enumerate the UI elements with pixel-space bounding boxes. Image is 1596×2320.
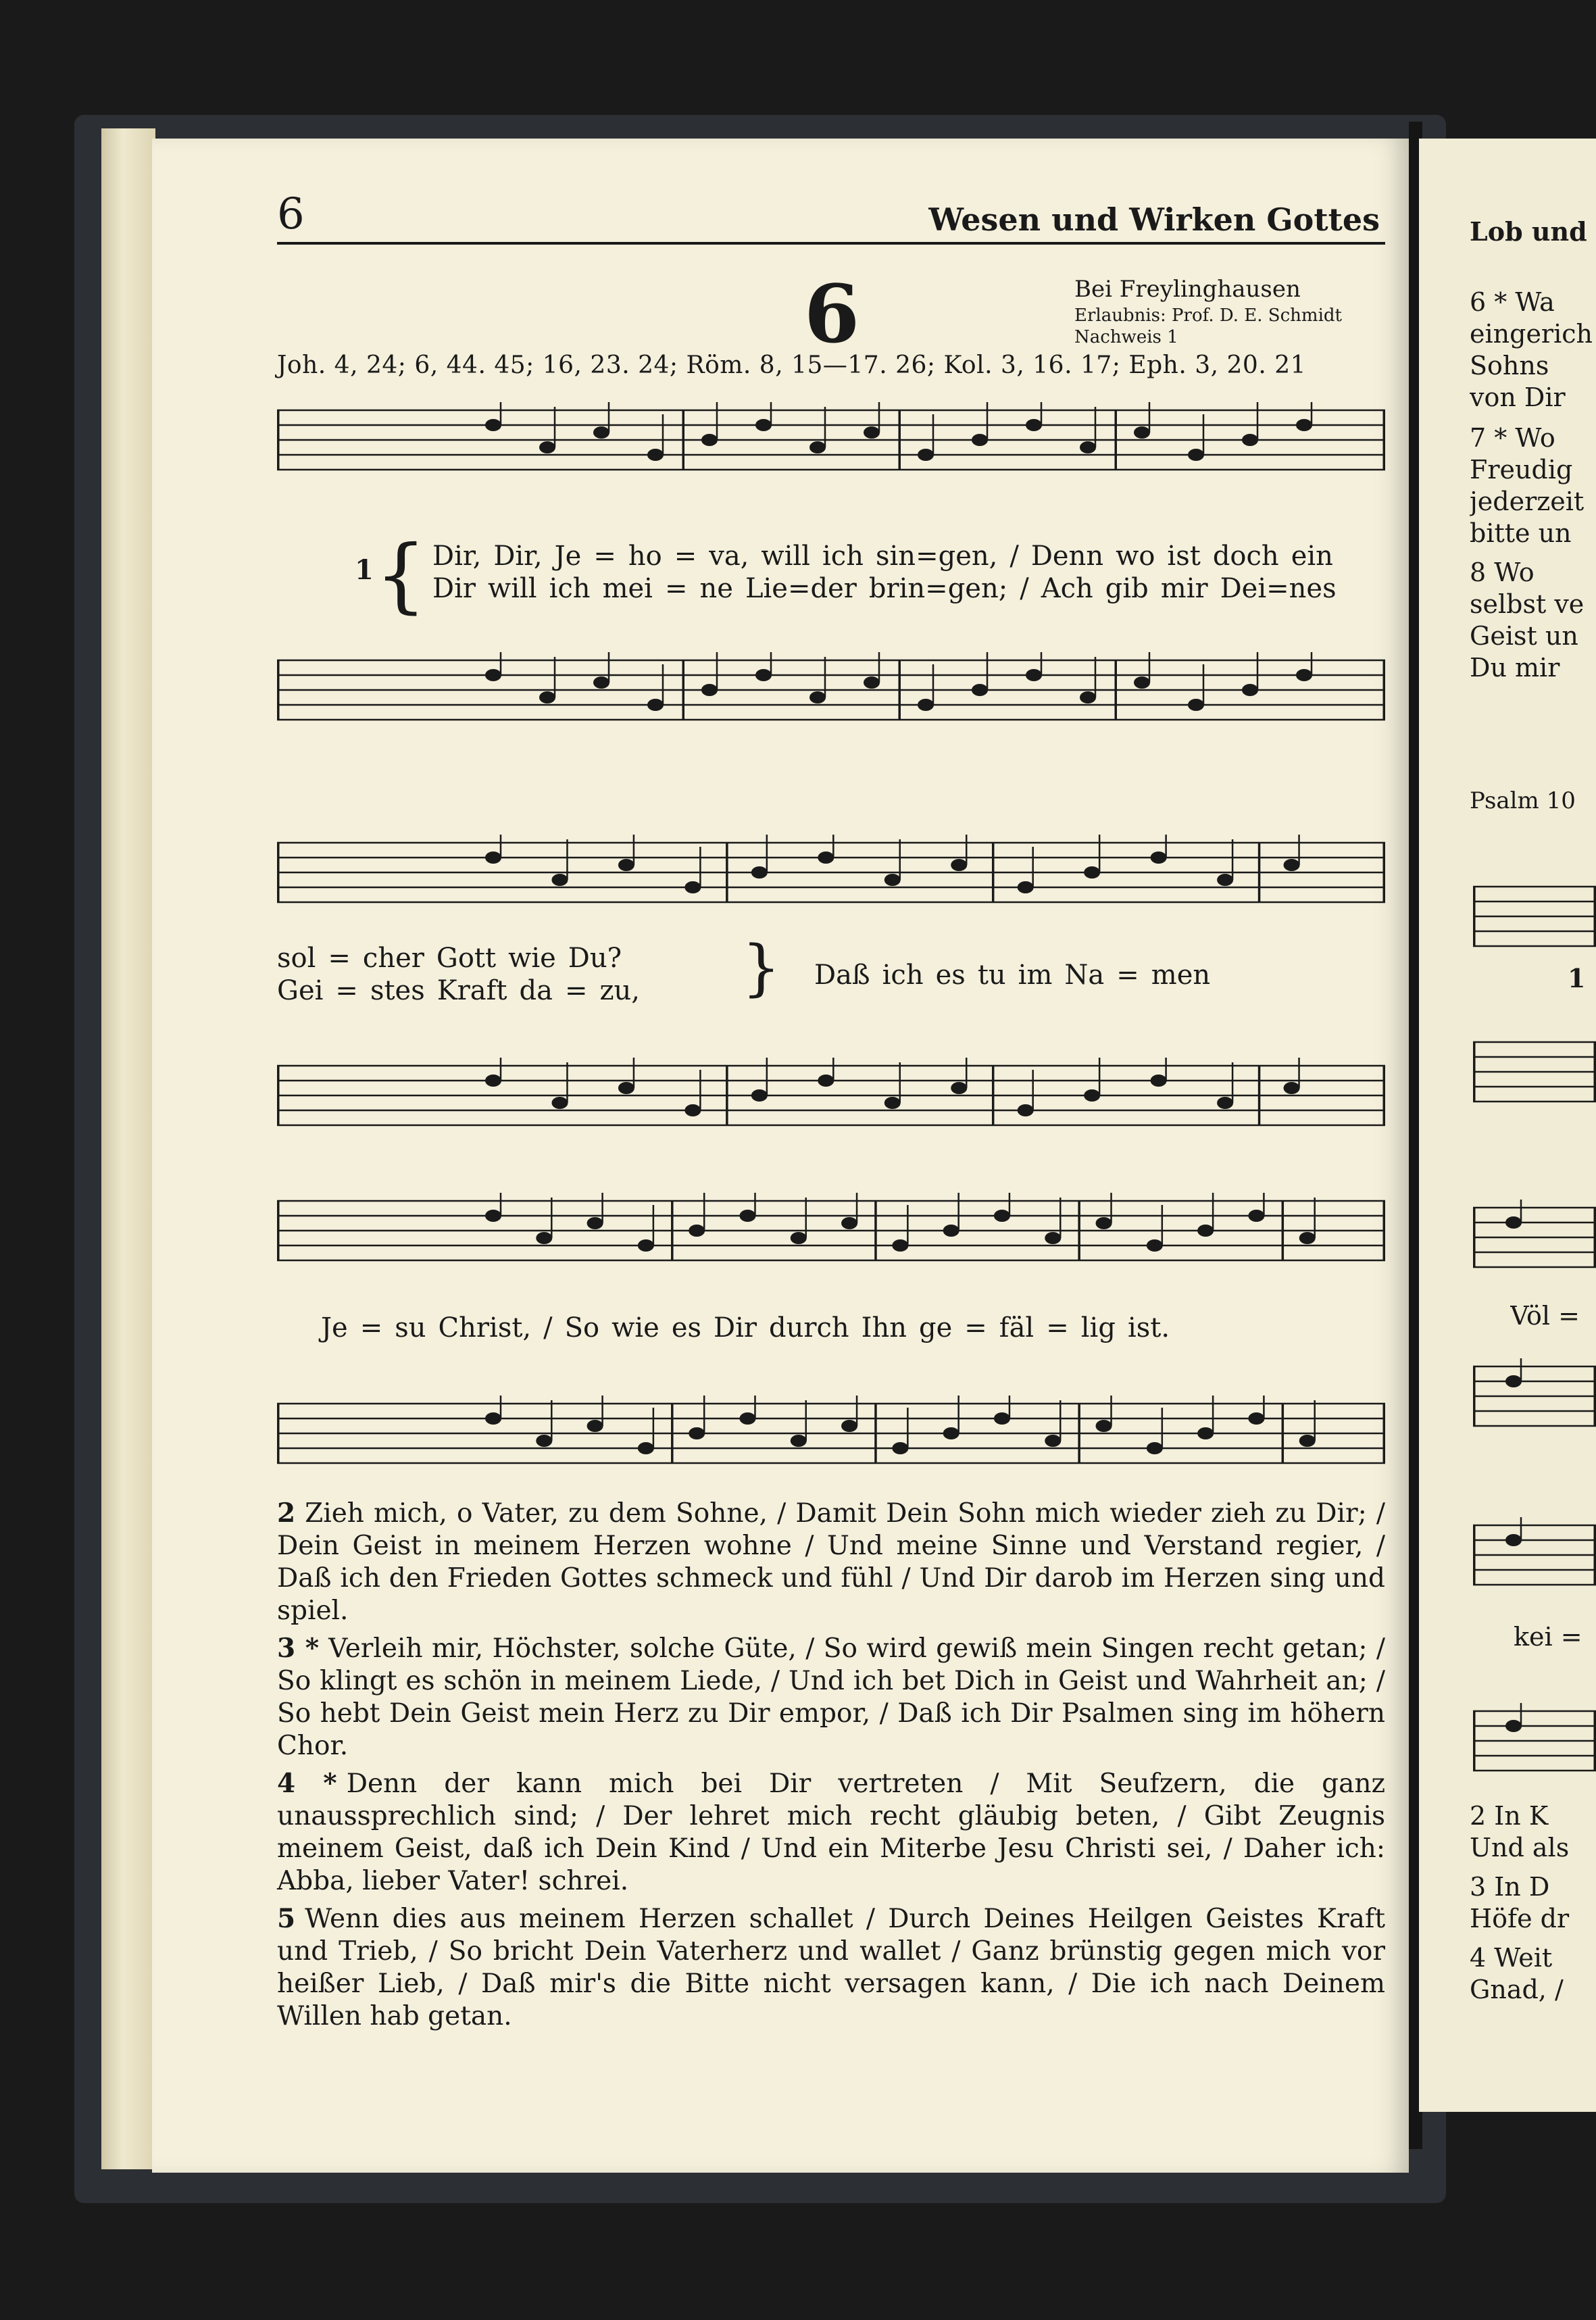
note-head: [1248, 1210, 1264, 1222]
next-page-fragment: von Dir: [1470, 382, 1566, 412]
bar-line: [899, 660, 901, 720]
note-head: [1248, 1412, 1264, 1425]
bar-line: [1115, 410, 1117, 470]
note-head: [818, 1075, 834, 1087]
system-3-bass-staff: [277, 1396, 1385, 1470]
note-head: [618, 1082, 634, 1094]
bar-line: [277, 843, 279, 902]
lyric-syllable: ein: [1291, 541, 1333, 572]
lyric-syllable: ich: [882, 960, 924, 991]
lyric-syllable: ist.: [1127, 1312, 1170, 1343]
note-head: [684, 881, 701, 893]
lyric-syllable: /: [1009, 541, 1019, 572]
next-page-fragment: Völ =: [1510, 1301, 1580, 1331]
system-2-treble-staff: [277, 835, 1385, 909]
nachweis-note: Nachweis 1: [1074, 327, 1178, 347]
note-head: [739, 1412, 755, 1425]
lyric-syllable: sol: [277, 943, 316, 974]
verse-number: 4 *: [277, 1768, 337, 1799]
next-page-fragment: Du mir: [1470, 653, 1560, 683]
note-head: [841, 1420, 857, 1432]
next-page-fragment: Und als: [1470, 1833, 1570, 1862]
note-head: [1084, 866, 1100, 879]
note-head: [701, 684, 718, 696]
lyric-syllable: Dir: [432, 573, 476, 604]
lyric-syllable: Dir: [714, 1312, 757, 1343]
note-head: [994, 1412, 1010, 1425]
note-head: [536, 1232, 552, 1244]
note-head: [1151, 852, 1167, 864]
verse-text: Zieh mich, o Vater, zu dem Sohne, / Damit Dein Sohn mich wieder zieh zu Dir; / Dein Geist in meinem Herzen wohne / Und meine Sinne und Verstand regier, / Daß ich den Frieden Gottes schmeck und fühl / Und Dir darob im Herzen sing und spiel.: [277, 1498, 1385, 1626]
note-head: [1505, 1534, 1522, 1546]
lyric-syllable: ho: [628, 541, 662, 572]
bar-line: [1473, 1525, 1475, 1585]
note-head: [539, 441, 555, 453]
lyric-syllable: gib: [1105, 573, 1149, 604]
lyric-syllable: ge: [918, 1312, 953, 1343]
note-head: [618, 859, 634, 871]
note-head: [701, 434, 718, 446]
lyric-syllable: will: [761, 541, 811, 572]
note-head: [1284, 859, 1300, 871]
note-head: [1188, 449, 1204, 461]
verse-4: [277, 1767, 1385, 1898]
lyric-syllable: ist: [1167, 541, 1201, 572]
note-head: [638, 1239, 654, 1252]
lyric-syllable: Ach: [1041, 573, 1093, 604]
section-title: Wesen und Wirken Gottes: [928, 201, 1380, 238]
note-head: [593, 676, 609, 689]
lyric-syllable: Dir,: [432, 541, 482, 572]
note-head: [587, 1420, 603, 1432]
verse-brace: {: [375, 528, 427, 622]
note-head: [841, 1217, 857, 1229]
header-rule: [277, 242, 1385, 245]
lyrics-system-2-line-1: [277, 943, 634, 974]
note-head: [884, 1097, 901, 1109]
lyric-syllable: stes: [370, 975, 425, 1006]
note-head: [884, 874, 901, 886]
lyric-syllable: brin=gen;: [868, 573, 1008, 604]
bar-line: [1282, 1201, 1284, 1260]
note-head: [587, 1217, 603, 1229]
bar-line: [1258, 1066, 1260, 1125]
bar-line: [992, 843, 994, 902]
verse-3: [277, 1632, 1385, 1762]
lyric-syllable: es: [671, 1312, 702, 1343]
system-1-treble-staff: [277, 402, 1385, 476]
lyric-syllable: wo: [1116, 541, 1155, 572]
lyric-syllable: Daß: [814, 960, 870, 991]
note-head: [1080, 691, 1096, 704]
note-head: [1134, 426, 1150, 439]
note-head: [739, 1210, 755, 1222]
verse-text: Denn der kann mich bei Dir vertreten / Mit Seufzern, die ganz unaussprechlich sind; / Der lehret mich recht gläubig beten, / Gibt Zeugnis meinem Geist, daß ich Dein Kind / Und ein Miterbe Jesu Christi sei, / Daher ich: Abba, lieber Vater! schrei.: [277, 1769, 1385, 1896]
note-head: [1018, 881, 1034, 893]
next-page-staff: [1473, 1703, 1596, 1777]
note-head: [593, 426, 609, 439]
note-head: [1505, 1216, 1522, 1229]
bar-line: [1115, 660, 1117, 720]
bar-line: [672, 1201, 674, 1260]
lyric-syllable: =: [674, 541, 697, 572]
note-head: [809, 691, 826, 704]
lyric-syllable: men: [1151, 960, 1211, 991]
lyric-syllable: zu,: [599, 975, 641, 1006]
lyrics-system-1-line-1: [432, 541, 1345, 572]
lyric-syllable: =: [664, 573, 688, 604]
verse-5: [277, 1902, 1385, 2033]
hymn-number: 6: [804, 267, 860, 361]
lyric-syllable: wie: [508, 943, 556, 974]
note-head: [892, 1239, 908, 1252]
note-head: [1242, 684, 1258, 696]
lyric-syllable: Du?: [568, 943, 622, 974]
lyric-syllable: So: [564, 1312, 600, 1343]
note-head: [689, 1225, 705, 1237]
bar-line: [1473, 1042, 1475, 1102]
note-head: [1045, 1435, 1061, 1447]
bar-line: [277, 1404, 279, 1463]
lyric-syllable: /: [543, 1312, 553, 1343]
note-head: [1299, 1435, 1316, 1447]
note-head: [755, 669, 772, 681]
scripture-references: Joh. 4, 24; 6, 44. 45; 16, 23. 24; Röm. 8, 15—17. 26; Kol. 3, 16. 17; Eph. 3, 20. 21: [277, 351, 1307, 379]
note-head: [1018, 1104, 1034, 1116]
note-head: [485, 852, 501, 864]
lyric-syllable: Je: [321, 1312, 348, 1343]
bar-line: [1473, 1711, 1475, 1771]
note-head: [791, 1435, 807, 1447]
note-head: [864, 676, 880, 689]
bar-line: [726, 1066, 728, 1125]
lyric-syllable: Dei=nes: [1220, 573, 1337, 604]
note-head: [551, 1097, 568, 1109]
melody-author: Bei Freylinghausen: [1074, 276, 1301, 303]
next-page-fragment: Gnad, /: [1470, 1975, 1564, 2004]
lyric-syllable: im: [1018, 960, 1053, 991]
note-head: [1284, 1082, 1300, 1094]
lyric-syllable: =: [1046, 1312, 1069, 1343]
system-3-treble-staff: [277, 1193, 1385, 1267]
lyric-syllable: Je: [554, 541, 582, 572]
lyric-syllable: =: [335, 975, 358, 1006]
next-page-fragment: Lob und: [1470, 216, 1587, 247]
bar-line: [1383, 660, 1385, 720]
note-head: [1296, 419, 1312, 431]
lyric-syllable: Denn: [1030, 541, 1104, 572]
note-head: [972, 434, 988, 446]
next-page-fragment: Geist un: [1470, 621, 1578, 651]
next-page-fragment: 2 In K: [1470, 1801, 1549, 1831]
next-page-staff: [1473, 1034, 1596, 1108]
verse-text: Wenn dies aus meinem Herzen schallet / Durch Deines Heilgen Geistes Kraft und Trieb, / So bricht Dein Vaterherz und wallet / Ganz brünstig gegen mich vor heißer Lieb, / Daß mir's die Bitte nicht versagen kann, / Die ich nach Deinem Willen hab getan.: [277, 1904, 1385, 2031]
note-head: [864, 426, 880, 439]
lyric-syllable: Na: [1064, 960, 1105, 991]
note-head: [972, 684, 988, 696]
lyric-syllable: durch: [769, 1312, 849, 1343]
lyric-syllable: /: [1020, 573, 1029, 604]
note-head: [751, 1089, 768, 1102]
bar-line: [992, 1066, 994, 1125]
lyrics-system-2-shared: [814, 960, 1222, 991]
verse-1-label: 1: [355, 554, 374, 586]
note-head: [1080, 441, 1096, 453]
lyric-syllable: Kraft: [437, 975, 507, 1006]
next-page-fragment: Psalm 10: [1470, 787, 1576, 814]
lyric-syllable: es: [935, 960, 966, 991]
verse-text: Verleih mir, Höchster, solche Güte, / So wird gewiß mein Singen recht getan; / So klingt es schön in meinem Liede, / Und ich bet Dich in Geist und Wahrheit an; / So hebt Dein Geist mein Herz zu Dir empor, / Daß ich Dir Psalmen sing im höhern Chor.: [277, 1633, 1386, 1761]
note-head: [818, 852, 834, 864]
note-head: [485, 669, 501, 681]
note-head: [1197, 1225, 1214, 1237]
bar-line: [277, 660, 279, 720]
bar-line: [1473, 887, 1475, 946]
lyric-syllable: Christ,: [438, 1312, 532, 1343]
lyrics-system-1-line-2: [432, 573, 1349, 604]
note-head: [951, 1082, 967, 1094]
lyric-syllable: =: [1116, 960, 1139, 991]
next-page-fragment: Höfe dr: [1470, 1904, 1570, 1933]
lyric-syllable: doch: [1212, 541, 1279, 572]
note-head: [684, 1104, 701, 1116]
lyric-syllable: will: [487, 573, 537, 604]
next-page-fragment: 7 * Wo: [1470, 423, 1555, 453]
note-head: [1197, 1427, 1214, 1439]
lyrics-system-2-brace: }: [742, 933, 781, 1004]
bar-line: [1282, 1404, 1284, 1463]
next-page-fragment: 1: [1568, 963, 1586, 993]
lyric-syllable: =: [564, 975, 588, 1006]
bar-line: [1383, 1066, 1385, 1125]
bar-line: [1383, 1404, 1385, 1463]
bar-line: [1078, 1201, 1080, 1260]
note-head: [551, 874, 568, 886]
lyric-syllable: Gott: [436, 943, 497, 974]
note-head: [689, 1427, 705, 1439]
lyric-syllable: ich: [549, 573, 591, 604]
next-page-staff: [1473, 879, 1596, 953]
next-page-fragment: 3 In D: [1470, 1872, 1550, 1902]
bar-line: [277, 1201, 279, 1260]
next-page-fragment: bitte un: [1470, 518, 1572, 548]
lyric-syllable: Lie=der: [745, 573, 857, 604]
lyric-syllable: lig: [1080, 1312, 1116, 1343]
note-head: [809, 441, 826, 453]
bar-line: [726, 843, 728, 902]
bar-line: [277, 410, 279, 470]
note-head: [1242, 434, 1258, 446]
verse-2: [277, 1497, 1385, 1627]
bar-line: [672, 1404, 674, 1463]
lyric-syllable: da: [519, 975, 553, 1006]
bar-line: [682, 410, 684, 470]
note-head: [1147, 1442, 1163, 1454]
bar-line: [682, 660, 684, 720]
note-head: [1026, 419, 1042, 431]
bar-line: [1383, 843, 1385, 902]
bar-line: [875, 1404, 877, 1463]
note-head: [485, 1412, 501, 1425]
lyric-syllable: cher: [362, 943, 424, 974]
note-head: [951, 859, 967, 871]
bar-line: [875, 1201, 877, 1260]
lyric-syllable: sin=gen,: [875, 541, 998, 572]
note-head: [1045, 1232, 1061, 1244]
next-page-fragment: kei =: [1514, 1622, 1582, 1652]
lyric-syllable: wie: [612, 1312, 659, 1343]
verse-number: 2: [277, 1498, 296, 1529]
lyric-syllable: va,: [709, 541, 749, 572]
next-page-fragment: 8 Wo: [1470, 558, 1535, 587]
lyric-syllable: fäl: [999, 1312, 1034, 1343]
next-page-fragment: Sohns: [1470, 351, 1549, 380]
note-head: [994, 1210, 1010, 1222]
note-head: [1147, 1239, 1163, 1252]
verse-number: 5: [277, 1903, 296, 1934]
system-2-bass-staff: [277, 1058, 1385, 1132]
note-head: [485, 1075, 501, 1087]
lyric-syllable: ne: [699, 573, 733, 604]
note-head: [1084, 1089, 1100, 1102]
note-head: [1134, 676, 1150, 689]
note-head: [1299, 1232, 1316, 1244]
note-head: [485, 419, 501, 431]
note-head: [638, 1442, 654, 1454]
lyric-syllable: su: [395, 1312, 426, 1343]
lyric-syllable: ich: [822, 541, 864, 572]
bar-line: [1473, 1208, 1475, 1267]
note-head: [1505, 1375, 1522, 1387]
lyric-syllable: =: [593, 541, 616, 572]
bar-line: [277, 1066, 279, 1125]
note-head: [755, 419, 772, 431]
lyric-syllable: =: [328, 943, 351, 974]
note-head: [1096, 1420, 1112, 1432]
note-head: [751, 866, 768, 879]
lyric-syllable: Dir,: [493, 541, 543, 572]
note-head: [647, 699, 664, 711]
next-page-fragment: eingerich: [1470, 319, 1593, 349]
next-page-staff: [1473, 1358, 1596, 1433]
bar-line: [1383, 410, 1385, 470]
bar-line: [899, 410, 901, 470]
system-1-bass-staff: [277, 652, 1385, 726]
lyric-syllable: tu: [977, 960, 1006, 991]
page-number: 6: [277, 189, 305, 239]
bar-line: [1473, 1366, 1475, 1426]
verse-number: 3 *: [277, 1633, 320, 1664]
permission-note: Erlaubnis: Prof. D. E. Schmidt: [1074, 305, 1342, 326]
note-head: [485, 1210, 501, 1222]
note-head: [1026, 669, 1042, 681]
lyric-syllable: mir: [1160, 573, 1208, 604]
note-head: [1217, 874, 1233, 886]
bar-line: [1258, 843, 1260, 902]
lyric-syllable: mei: [602, 573, 653, 604]
next-page-staff: [1473, 1200, 1596, 1274]
note-head: [539, 691, 555, 704]
note-head: [892, 1442, 908, 1454]
next-page-fragment: selbst ve: [1470, 589, 1585, 619]
note-head: [1151, 1075, 1167, 1087]
note-head: [943, 1427, 959, 1439]
note-head: [918, 699, 934, 711]
note-head: [1505, 1720, 1522, 1732]
note-head: [943, 1225, 959, 1237]
note-head: [1188, 699, 1204, 711]
next-page-staff: [1473, 1517, 1596, 1591]
page-edges: [101, 128, 155, 2169]
lyric-syllable: =: [359, 1312, 383, 1343]
lyrics-system-3: [321, 1312, 1182, 1343]
next-page-fragment: 6 * Wa: [1470, 287, 1555, 317]
note-head: [1217, 1097, 1233, 1109]
next-page-fragment: 4 Weit: [1470, 1943, 1553, 1973]
note-head: [536, 1435, 552, 1447]
note-head: [1096, 1217, 1112, 1229]
note-head: [647, 449, 664, 461]
bar-line: [1078, 1404, 1080, 1463]
note-head: [1296, 669, 1312, 681]
lyric-syllable: Ihn: [861, 1312, 907, 1343]
lyric-syllable: =: [964, 1312, 987, 1343]
lyrics-system-2-line-2: [277, 975, 652, 1006]
next-page-fragment: Freudig: [1470, 455, 1573, 485]
bar-line: [1383, 1201, 1385, 1260]
note-head: [791, 1232, 807, 1244]
lyric-syllable: Gei: [277, 975, 324, 1006]
note-head: [918, 449, 934, 461]
next-page-fragment: jederzeit: [1470, 487, 1585, 516]
